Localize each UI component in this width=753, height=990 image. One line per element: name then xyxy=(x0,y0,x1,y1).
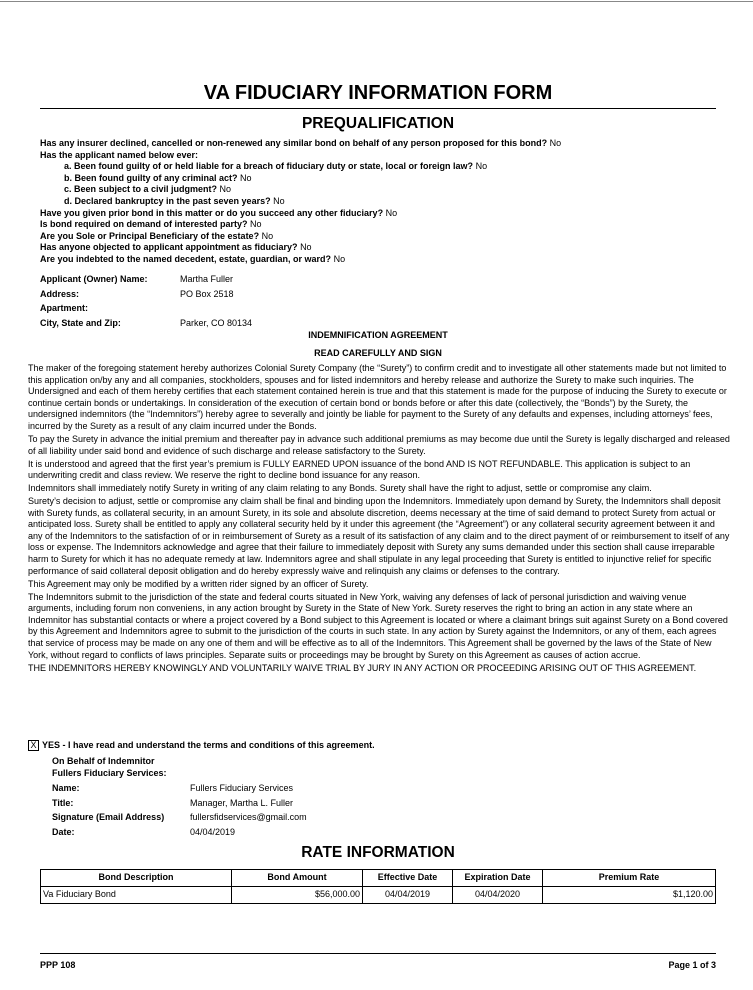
top-border xyxy=(0,1,753,2)
signer-date-row xyxy=(52,827,452,842)
prequalification-question xyxy=(40,242,716,254)
applicant-block xyxy=(40,274,440,332)
bond-description-cell: Va Fiduciary Bond xyxy=(41,887,232,904)
footer-divider xyxy=(40,953,716,954)
signer-name-value: Fullers Fiduciary Services xyxy=(190,783,294,793)
acknowledgement-text: YES - I have read and understand the terms and conditions of this agreement. xyxy=(42,740,375,750)
rate-table-header xyxy=(41,870,716,887)
prequalification-question xyxy=(40,184,716,196)
title-divider xyxy=(40,108,716,109)
indemnification-paragraph: The Indemnitors submit to the jurisdiction of the state and federal courts situated in New York, waiving any defenses of lack of personal jurisdiction and waiving venue arguments, including forum non conveniens, in any action brought by Surety in the State of New York. Surety reserves the right to bring an action in any state where an Indemnitor has substantial contacts or where a project covered by a Bond subject to this Agreement is located or where a claimant brings suit against Surety on a Bond covered by this Agreement and Indemnitors agree to submit to the jurisdiction of the courts in such state. In any action by Surety against the Indemnitors, or any of them, each agrees that service of process may be made on any one of them and will be effective as to all of the Indemnitors. This Agreement shall be governed by the laws of the State of New York, without regard to conflicts of laws principles. Separate suits or proceedings may be brought by Surety on this Agreement as causes of action accrue. xyxy=(28,591,728,660)
question-answer: No xyxy=(273,195,285,206)
indemnification-paragraph: Surety’s decision to adjust, settle or compromise any claim shall be final and binding upon the Indemnitors. Immediately upon demand by Surety, the Indemnitors shall deposit with Surety funds, as collateral security, in an amount Surety, in its sole and absolute discretion, deems necessary at the time of said demand to protect Surety from actual or anticipated loss. Surety shall be entitled to apply any collateral security held by it under this agreement (the “Agreement”) or any collateral security agreement between it and any of the Indemnitors to the satisfaction of or in reimbursement of Surety as a result of its satisfaction of any claim and to the direct payment of or reimbursement to itself of any loss or expense. The Indemnitors acknowledge and agree that their failure to immediately deposit with Surety any sums demanded under this section shall cause irreparable harm to Surety for which it has no adequate remedy at law. Indemnitors agree and shall stipulate in any legal proceeding that Surety is entitled to injunctive relief for specific performance of said collateral deposit obligation and do hereby expressly waive and relinquish any claims or defenses to the contrary. xyxy=(28,496,730,576)
question-text: Are you indebted to the named decedent, estate, guardian, or ward? xyxy=(40,253,332,264)
question-answer: No xyxy=(240,172,252,183)
indemnification-text xyxy=(28,363,730,676)
question-answer: No xyxy=(333,253,346,264)
question-answer: No xyxy=(475,161,488,172)
signer-date-value: 04/04/2019 xyxy=(190,826,236,837)
prequalification-heading: PREQUALIFICATION xyxy=(301,115,455,132)
column-header: Bond Description xyxy=(41,870,232,887)
question-answer: No xyxy=(250,219,262,230)
applicant-apartment-row xyxy=(40,303,440,318)
indemnification-paragraph: It is understood and agreed that the first year’s premium is FULLY EARNED UPON issuance of the bond AND IS NOT REFUNDABLE. This application is subject to an underwriting credit and class review. We reserve the right to decline bond issuance for any reason. xyxy=(28,458,691,481)
acknowledgement-checkbox[interactable]: X xyxy=(28,740,39,751)
applicant-address-label: Address: xyxy=(40,288,80,299)
table-row xyxy=(41,887,716,904)
form-code: PPP 108 xyxy=(40,960,76,970)
indemnification-heading: INDEMNIFICATION AGREEMENT xyxy=(308,330,448,340)
signer-name-row xyxy=(52,783,452,798)
applicant-city-value: Parker, CO 80134 xyxy=(180,317,253,328)
signer-date-label: Date: xyxy=(52,826,75,837)
question-text: Have you given prior bond in this matter or do you succeed any other fiduciary? xyxy=(40,207,384,218)
applicant-name-row xyxy=(40,274,440,289)
signer-name-label: Name: xyxy=(52,783,80,793)
signer-signature-row xyxy=(52,812,452,827)
question-answer: No xyxy=(219,184,232,195)
indemnification-subheading: READ CAREFULLY AND SIGN xyxy=(314,348,442,358)
question-answer: No xyxy=(300,242,312,253)
signer-title-value: Manager, Martha L. Fuller xyxy=(190,797,294,808)
expiration-date-cell: 04/04/2020 xyxy=(453,887,543,904)
question-text: Has any insurer declined, cancelled or non-renewed any similar bond on behalf of any person proposed for this bond? xyxy=(40,138,548,148)
prequalification-question xyxy=(40,161,716,173)
premium-rate-cell: $1,120.00 xyxy=(543,887,716,904)
prequalification-question xyxy=(40,196,716,208)
form-title: VA FIDUCIARY INFORMATION FORM xyxy=(203,82,553,104)
bond-amount-cell: $56,000.00 xyxy=(232,887,363,904)
column-header: Expiration Date xyxy=(453,870,543,887)
signer-title-label: Title: xyxy=(52,797,74,808)
indemnification-paragraph: THE INDEMNITORS HEREBY KNOWINGLY AND VOLUNTARILY WAIVE TRIAL BY JURY IN ANY ACTION OR PROCEEDING ARISING OUT OF THIS AGREEMENT. xyxy=(28,662,697,673)
indemnification-paragraph: Indemnitors shall immediately notify Surety in writing of any claim relating to any Bonds. Surety shall have the right to adjust, settle or compromise any claim. xyxy=(28,483,652,494)
question-answer: No xyxy=(261,230,274,241)
applicant-city-label: City, State and Zip: xyxy=(40,317,121,328)
prequalification-question xyxy=(40,219,716,231)
indemnification-paragraph: The maker of the foregoing statement hereby authorizes Colonial Surety Company (the “Surety”) to confirm credit and to investigate all other statements made but not limited to this application on/by any and all companies, stockholders, spouses and for listed indemnitors and hereby release and authorize the Surety to make such inquiries. The Undersigned and each of them hereby certifies that each statement contained herein is true and that this statement is made for the purpose of inducing the Surety to execute or continue certain bonds or undertakings. In consideration of the execution of certain bond or bonds before or after this date (collectively, the “Bonds”) by the Surety, the undersigned indemnitors (the “Indemnitors”) hereby agree to severally and jointly be liable for payment to the Surety of any defaults and expenses, including attorneys’ fees, incurred by the Surety as a result of any claim incurred under the Bonds. xyxy=(28,363,727,431)
behalf-line-2: Fullers Fiduciary Services: xyxy=(52,767,167,778)
question-answer: No xyxy=(549,138,562,148)
applicant-address-value: PO Box 2518 xyxy=(180,288,234,299)
prequalification-question xyxy=(40,138,716,150)
applicant-address-row xyxy=(40,289,440,304)
signer-title-row xyxy=(52,798,452,813)
signer-signature-label: Signature (Email Address) xyxy=(52,812,165,822)
behalf-line-1: On Behalf of Indemnitor xyxy=(52,756,155,766)
rate-heading: RATE INFORMATION xyxy=(301,844,455,861)
question-text: c. Been subject to a civil judgment? xyxy=(64,184,218,195)
signer-signature-value: fullersfidservices@gmail.com xyxy=(190,812,307,822)
question-text: Is bond required on demand of interested party? xyxy=(40,219,248,230)
question-text: Are you Sole or Principal Beneficiary of the estate? xyxy=(40,230,260,241)
behalf-block xyxy=(52,756,167,779)
prequalification-question xyxy=(40,150,716,162)
applicant-apartment-label: Apartment: xyxy=(40,303,89,313)
signer-block xyxy=(52,783,452,841)
question-text: d. Declared bankruptcy in the past seven years? xyxy=(64,195,271,206)
prequalification-question xyxy=(40,173,716,185)
prequalification-question xyxy=(40,231,716,243)
indemnification-paragraph: To pay the Surety in advance the initial premium and thereafter pay in advance such additional premiums as may become due until the Surety is legally discharged and released of all liability under said bond and evidence of such discharge and release satisfactory to the Surety. xyxy=(28,433,730,456)
question-text: b. Been found guilty of any criminal act? xyxy=(64,172,238,183)
prequalification-question xyxy=(40,208,716,220)
rate-table xyxy=(40,869,716,904)
effective-date-cell: 04/04/2019 xyxy=(363,887,453,904)
applicant-name-value: Martha Fuller xyxy=(180,274,234,284)
page-number: Page 1 of 3 xyxy=(668,960,716,970)
question-answer: No xyxy=(385,207,398,218)
question-text: Has anyone objected to applicant appointment as fiduciary? xyxy=(40,242,298,253)
acknowledgement-row xyxy=(28,740,528,752)
prequalification-list xyxy=(40,138,716,266)
prequalification-question xyxy=(40,254,716,266)
column-header: Effective Date xyxy=(363,870,453,887)
question-text: Has the applicant named below ever: xyxy=(40,149,199,160)
indemnification-paragraph: This Agreement may only be modified by a written rider signed by an officer of Surety. xyxy=(28,578,369,589)
column-header: Bond Amount xyxy=(232,870,363,887)
applicant-name-label: Applicant (Owner) Name: xyxy=(40,274,148,284)
column-header: Premium Rate xyxy=(543,870,716,887)
question-text: a. Been found guilty of or held liable for a breach of fiduciary duty or state, local or foreign law? xyxy=(64,161,474,172)
